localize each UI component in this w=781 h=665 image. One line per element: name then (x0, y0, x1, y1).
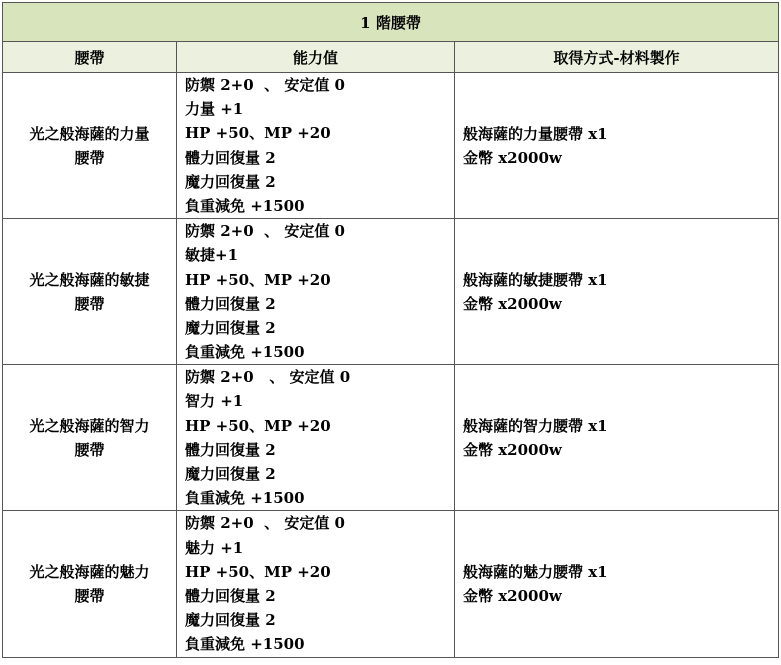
belt-name (3, 511, 177, 657)
belt-name-line: 腰帶 (74, 148, 105, 167)
belt-name-line: 光之般海薩的智力 (29, 416, 150, 435)
stat-line: 魅力 +1 (185, 538, 244, 557)
stat-line: 魔力回復量 2 (185, 611, 276, 630)
stat-line: 魔力回復量 2 (185, 318, 276, 337)
header-belt: 腰帶 (3, 42, 177, 73)
material-line: 金幣 x2000w (463, 586, 562, 605)
stat-line: 防禦 2+0 、 安定值 0 (185, 368, 351, 387)
stat-line: HP +50、MP +20 (185, 270, 331, 289)
belt-stats (177, 73, 455, 219)
material-line: 般海薩的敏捷腰帶 x1 (463, 270, 608, 289)
belt-materials (455, 365, 779, 511)
belt-name-line: 光之般海薩的力量 (29, 124, 150, 143)
stat-line: 負重減免 +1500 (185, 489, 305, 508)
belt-materials (455, 511, 779, 657)
belt-stats (177, 365, 455, 511)
stat-line: 防禦 2+0 、 安定值 0 (185, 514, 345, 533)
stat-line: 防禦 2+0 、 安定值 0 (185, 76, 345, 94)
stat-line: 體力回復量 2 (185, 148, 276, 167)
material-line: 金幣 x2000w (463, 294, 562, 313)
stat-line: 魔力回復量 2 (185, 172, 276, 191)
table-row (3, 219, 779, 365)
stat-line: 負重減免 +1500 (185, 635, 305, 654)
material-line: 金幣 x2000w (463, 148, 562, 167)
stat-line: 體力回復量 2 (185, 294, 276, 313)
material-line: 般海薩的智力腰帶 x1 (463, 416, 608, 435)
header-materials: 取得方式-材料製作 (455, 42, 779, 73)
table-row (3, 365, 779, 511)
material-line: 金幣 x2000w (463, 440, 562, 459)
stat-line: HP +50、MP +20 (185, 416, 331, 435)
belt-name-line: 光之般海薩的魅力 (29, 562, 150, 581)
belt-table (2, 2, 779, 658)
belt-materials (455, 219, 779, 365)
stat-line: 力量 +1 (185, 100, 244, 119)
belt-stats (177, 511, 455, 657)
belt-name (3, 365, 177, 511)
belt-name-line: 腰帶 (74, 586, 105, 605)
table-row (3, 73, 779, 219)
header-stats: 能力值 (177, 42, 455, 73)
stat-line: 體力回復量 2 (185, 586, 276, 605)
stat-line: HP +50、MP +20 (185, 124, 331, 143)
table-row (3, 511, 779, 657)
stat-line: 負重減免 +1500 (185, 343, 305, 362)
material-line: 般海薩的力量腰帶 x1 (463, 124, 608, 143)
stat-line: 敏捷+1 (185, 246, 239, 265)
belt-materials (455, 73, 779, 219)
belt-name-line: 腰帶 (74, 294, 105, 313)
belt-stats (177, 219, 455, 365)
belt-name (3, 73, 177, 219)
belt-name (3, 219, 177, 365)
belt-name-line: 腰帶 (74, 440, 105, 459)
table-title: 1 階腰帶 (3, 3, 779, 42)
material-line: 般海薩的魅力腰帶 x1 (463, 562, 608, 581)
stat-line: 智力 +1 (185, 392, 244, 411)
stat-line: HP +50、MP +20 (185, 562, 331, 581)
belt-name-line: 光之般海薩的敏捷 (29, 270, 150, 289)
stat-line: 魔力回復量 2 (185, 465, 276, 483)
stat-line: 負重減免 +1500 (185, 196, 305, 215)
stat-line: 體力回復量 2 (185, 440, 276, 459)
stat-line: 防禦 2+0 、 安定值 0 (185, 222, 345, 241)
